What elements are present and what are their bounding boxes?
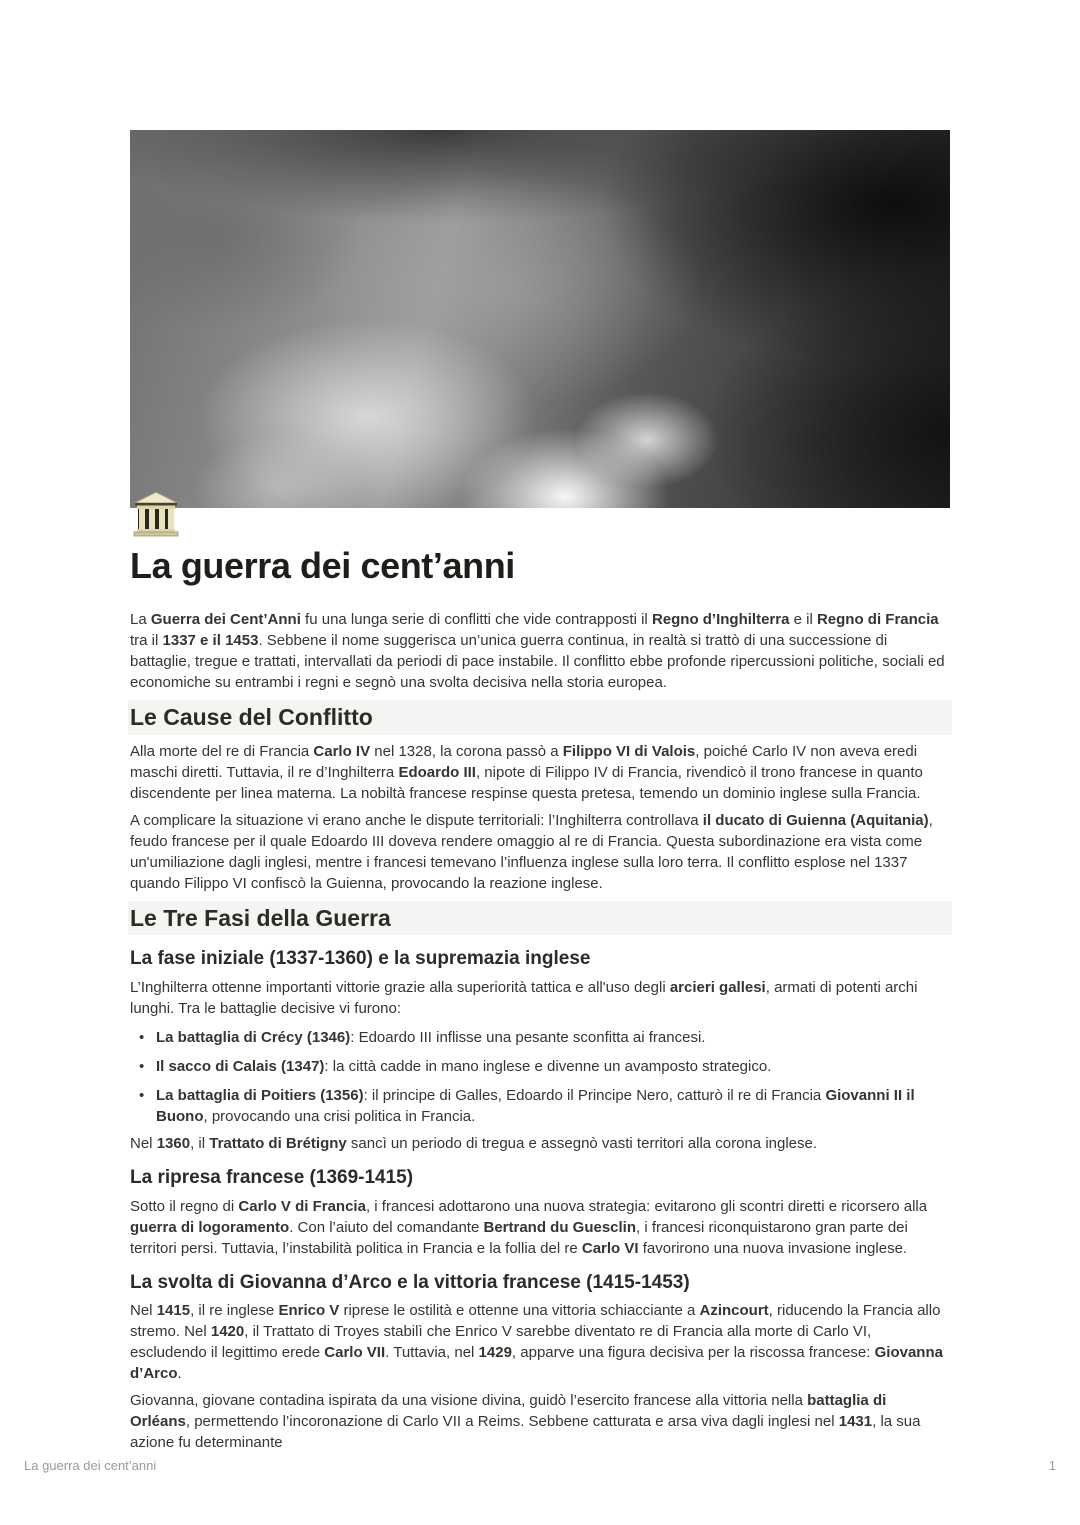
page-title: La guerra dei cent’anni [130, 545, 515, 586]
phase1-intro-paragraph: L’Inghilterra ottenne importanti vittorie grazie alla superiorità tattica e all'uso degli arcieri gallesi, armati di potenti archi lunghi. Tra le battaglie decisive vi furono: [130, 978, 918, 1017]
list-item-poitiers: • La battaglia di Poitiers (1356): il principe di Galles, Edoardo il Principe Nero, catturò il re di Francia Giovanni II il Buono, provocando una crisi politica in Francia. [130, 1085, 950, 1127]
section-heading-phases: Le Tre Fasi della Guerra [128, 901, 952, 935]
phase3-paragraph-2: Giovanna, giovane contadina ispirata da una visione divina, guidò l’esercito francese alla vittoria nella battaglia di Orléans, permettendo l’incoronazione di Carlo VII a Reims. Sebbene catturata e arsa viva dagli inglesi nel 1431, la sua azione fu determinante [130, 1392, 921, 1452]
causes-paragraph-2: A complicare la situazione vi erano anche le dispute territoriali: l’Inghilterra controllava il ducato di Guienna (Aquitania), feudo francese per il quale Edoardo III doveva rendere omaggio al re di Francia. Questa subordinazione era vista come un'umiliazione dagli inglesi, mentre i francesi temevano l’influenza inglese sulla loro terra. Il conflitto esplose nel 1337 quando Filippo VI confiscò la Guienna, provocando la reazione inglese. [130, 811, 933, 892]
subheading-phase3: La svolta di Giovanna d’Arco e la vittoria francese (1415-1453) [130, 1271, 690, 1293]
footer-title: La guerra dei cent’anni [24, 1458, 157, 1473]
subheading-phase1: La fase iniziale (1337-1360) e la supremazia inglese [130, 948, 591, 970]
classical-building-icon [132, 490, 180, 538]
section-heading-causes: Le Cause del Conflitto [128, 700, 952, 734]
list-item-calais: • Il sacco di Calais (1347): la città cadde in mano inglese e divenne un avamposto strategico. [130, 1056, 950, 1077]
phase2-paragraph: Sotto il regno di Carlo V di Francia, i francesi adottarono una nuova strategia: evitarono gli scontri diretti e ricorsero alla guerra di logoramento. Con l’aiuto del comandante Bertrand du Guesclin, i francesi riconquistarono gran parte dei territori persi. Tuttavia, l’instabilità politica in Francia e la follia del re Carlo VI favorirono una nuova invasione inglese. [130, 1197, 928, 1257]
subheading-phase2: La ripresa francese (1369-1415) [130, 1166, 414, 1188]
phase1-outro-paragraph: Nel 1360, il Trattato di Brétigny sancì un periodo di tregua e assegnò vasti territori alla corona inglese. [130, 1134, 818, 1152]
list-item-crecy: • La battaglia di Crécy (1346): Edoardo III inflisse una pesante sconfitta ai francesi. [130, 1027, 950, 1048]
phase3-paragraph-1: Nel 1415, il re inglese Enrico V riprese le ostilità e ottenne una vittoria schiacciante a Azincourt, riducendo la Francia allo stremo. Nel 1420, il Trattato di Troyes stabilì che Enrico V sarebbe diventato re di Francia alla morte di Carlo VI, escludendo il legittimo erede Carlo VII. Tuttavia, nel 1429, apparve una figura decisiva per la riscossa francese: Giovanna d’Arco. [130, 1302, 943, 1383]
causes-paragraph-1: Alla morte del re di Francia Carlo IV nel 1328, la corona passò a Filippo VI di Valois, poiché Carlo IV non aveva eredi maschi diretti. Tuttavia, il re d’Inghilterra Edoardo III, nipote di Filippo IV di Francia, rivendicò il trono francese in quanto discendente per linea materna. La nobiltà francese respinse questa pretesa, temendo un dominio inglese sulla Francia. [130, 742, 923, 802]
page-footer [24, 1458, 1056, 1473]
document-content [130, 0, 950, 1453]
cover-image-clouds [130, 130, 950, 508]
battle-list [130, 1027, 950, 1127]
footer-page-number: 1 [1048, 1458, 1056, 1473]
intro-paragraph: La Guerra dei Cent’Anni fu una lunga serie di conflitti che vide contrapposti il Regno d’Inghilterra e il Regno di Francia tra il 1337 e il 1453. Sebbene il nome suggerisca un’unica guerra continua, in realtà si trattò di una successione di battaglie, tregue e trattati, intervallati da periodi di pace instabile. Il conflitto ebbe profonde ripercussioni politiche, sociali ed economiche su entrambi i regni e segnò una svolta decisiva nella storia europea. [130, 611, 945, 692]
